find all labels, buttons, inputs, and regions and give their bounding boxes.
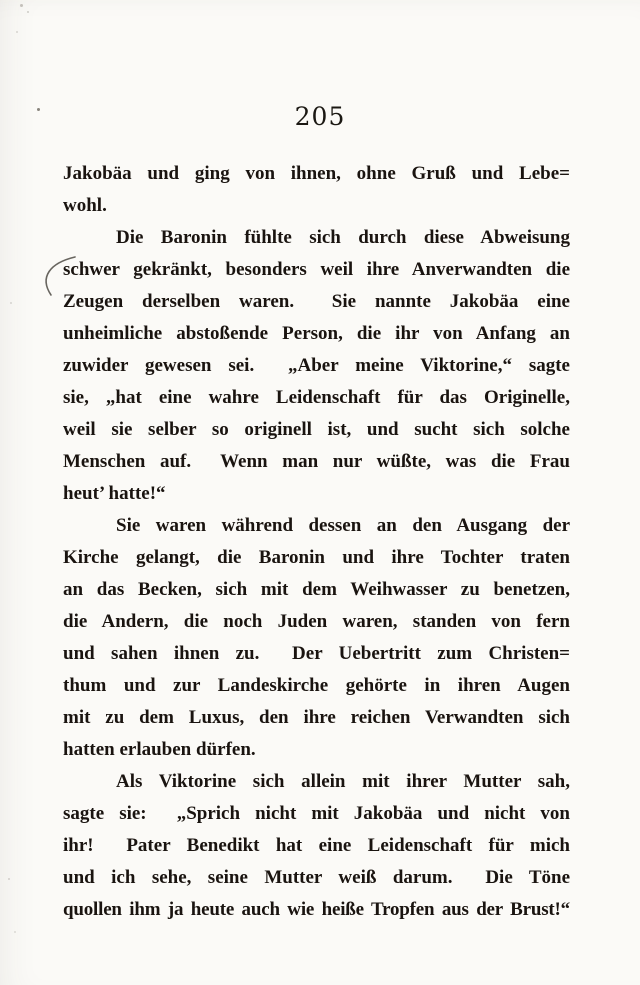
text-line: an das Becken, sich mit dem Weihwasser zu benetzen, — [63, 579, 570, 600]
scan-speck — [10, 302, 12, 304]
paragraph — [63, 766, 570, 926]
text-line: thum und zur Landeskirche gehörte in ihren Augen — [63, 675, 570, 696]
text-line: sie, „hat eine wahre Leidenschaft für das Originelle, — [63, 387, 570, 408]
paragraph — [63, 510, 570, 766]
text-line: Als Viktorine sich allein mit ihrer Mutter sah, — [116, 771, 570, 792]
text-line: zuwider gewesen sei. „Aber meine Viktorine,“ sagte — [63, 355, 570, 376]
text-line: die Andern, die noch Juden waren, standen von fern — [63, 611, 570, 632]
text-line: mit zu dem Luxus, den ihre reichen Verwandten sich — [63, 707, 570, 728]
text-line: ihr! Pater Benedikt hat eine Leidenschaft für mich — [63, 835, 570, 856]
text-line: schwer gekränkt, besonders weil ihre Anverwandten die — [63, 259, 570, 280]
text-line: Zeugen derselben waren. Sie nannte Jakobäa eine — [63, 291, 570, 312]
paragraph — [63, 222, 570, 510]
scan-speck — [20, 4, 23, 7]
scan-speck — [14, 931, 16, 933]
text-line: weil sie selber so originell ist, und sucht sich solche — [63, 419, 570, 440]
page-number: 205 — [294, 102, 346, 131]
paragraph — [63, 158, 570, 222]
scan-speck — [8, 878, 10, 880]
text-block — [63, 158, 570, 926]
text-line: heut’ hatte!“ — [63, 483, 166, 504]
text-line: quollen ihm ja heute auch wie heiße Tropfen aus der Brust!“ — [63, 899, 570, 920]
text-line: Sie waren während dessen an den Ausgang der — [116, 515, 570, 536]
scan-speck — [16, 31, 18, 33]
text-line: und ich sehe, seine Mutter weiß darum. Die Töne — [63, 867, 570, 888]
text-line: wohl. — [63, 195, 107, 216]
scan-speck — [27, 11, 29, 13]
text-line: Kirche gelangt, die Baronin und ihre Tochter traten — [63, 547, 570, 568]
text-line: unheimliche abstoßende Person, die ihr von Anfang an — [63, 323, 570, 344]
text-line: Menschen auf. Wenn man nur wüßte, was die Frau — [63, 451, 570, 472]
text-line: hatten erlauben dürfen. — [63, 739, 256, 760]
text-line: Die Baronin fühlte sich durch diese Abweisung — [116, 227, 570, 248]
text-line: und sahen ihnen zu. Der Uebertritt zum Christen= — [63, 643, 570, 664]
text-line: sagte sie: „Sprich nicht mit Jakobäa und nicht von — [63, 803, 570, 824]
text-line: Jakobäa und ging von ihnen, ohne Gruß und Lebe= — [63, 163, 570, 184]
